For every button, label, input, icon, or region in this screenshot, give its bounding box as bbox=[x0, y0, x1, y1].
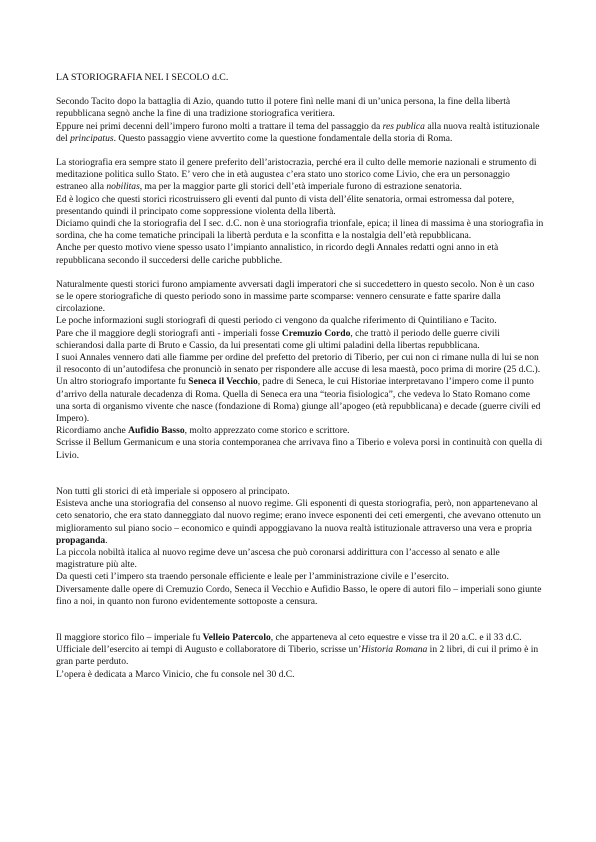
italic-term: nobilitas bbox=[106, 181, 140, 193]
paragraph: Anche per questo motivo viene spesso usato l’impianto annalistico, in ricordo degli Annales redatti ogni anno in età repubblicana secondo il succedersi delle cariche pubbliche. bbox=[56, 242, 499, 266]
paragraph: L’opera è dedicata a Marco Vinicio, che fu console nel 30 d.C. bbox=[56, 668, 295, 680]
paragraph: Scrisse il Bellum Germanicum e una storia contemporanea che arrivava fino a Tiberio e voleva porsi in continuità con quella di Livio. bbox=[56, 437, 543, 461]
paragraph: Diversamente dalle opere di Cremuzio Cordo, Seneca il Vecchio e Aufidio Basso, le opere di autori filo – imperiali sono giunte fino a noi, in quanto non furono evidentemente sottoposte a censura. bbox=[56, 583, 542, 607]
paragraph: Un altro storiografo importante fu Seneca il Vecchio, padre di Seneca, le cui Historiae interpretavano l’impero come il punto d’arrivo della naturale decadenza di Roma. Quella di Seneca era una “teoria fisiologica”, che vedeva lo Stato Romano come una sorta di organismo vivente che nasce (fondazione di Roma) giunge all’apogeo (età repubblicana) e decade (guerre civili ed Impero). bbox=[56, 376, 541, 425]
author-name: Velleio Patercolo bbox=[202, 631, 271, 643]
document-title: LA STORIOGRAFIA NEL I SECOLO d.C. bbox=[56, 72, 229, 83]
paragraph: La storiografia era sempre stato il genere preferito dell’aristocrazia, perché era il culto delle memorie nazionali e strumento di meditazione politica sullo Stato. E’ vero che in età augustea c’era stato uno storico come Livio, che era un personaggio estraneo alla nobilitas, ma per la maggior parte gli storici dell’età imperiale furono di estrazione senatoria. bbox=[56, 157, 537, 193]
italic-term: Historia Romana bbox=[361, 644, 428, 656]
author-name: Cremuzio Cordo bbox=[281, 327, 351, 339]
author-name: Seneca il Vecchio bbox=[188, 376, 258, 388]
paragraph: I suoi Annales vennero dati alle fiamme per ordine del prefetto del pretorio di Tiberio, per cui non ci rimane nulla di lui se non il resoconto di un’autodifesa che pronunciò in senato per rispondere alle accuse di lesa maestà, poco prima di morire (25 d.C.). bbox=[56, 352, 541, 376]
paragraph: Il maggiore storico filo – imperiale fu Velleio Patercolo, che apparteneva al ceto equestre e visse tra il 20 a.C. e il 33 d.C. Ufficiale dell’esercito ai tempi di Augusto e collaboratore di Tiberio, scrisse un’Historia Romana in 2 libri, di cui il primo è in gran parte perduto. bbox=[56, 631, 539, 668]
paragraph: Pare che il maggiore degli storiografi anti - imperiali fosse Cremuzio Cordo, che trattò il periodo delle guerre civili schierandosi dalla parte di Bruto e Cassio, da lui presentati come gli ultimi paladini della libertas repubblicana. bbox=[56, 327, 500, 351]
paragraph: Ed è logico che questi storici ricostruissero gli eventi dal punto di vista dell’élite senatoria, ormai estromessa dal potere, presentando quindi il principato come soppressione violenta della libertà. bbox=[56, 193, 515, 217]
document-page bbox=[56, 72, 544, 681]
paragraph: Eppure nei primi decenni dell’impero furono molti a trattare il tema del passaggio da res publica alla nuova realtà istituzionale del principatus. Questo passaggio viene avvertito come la questione fondamentale della storia di Roma. bbox=[56, 120, 540, 144]
paragraph: La piccola nobiltà italica al nuovo regime deve un’ascesa che può coronarsi addirittura con l’accesso al senato e alle magistrature più alte. bbox=[56, 546, 500, 571]
italic-term: res publica bbox=[382, 120, 425, 132]
key-term: propaganda bbox=[56, 534, 106, 546]
paragraph: Da questi ceti l’impero sta traendo personale efficiente e leale per l’amministrazione civile e l’esercito. bbox=[56, 571, 449, 583]
paragraph: Non tutti gli storici di età imperiale si opposero al principato. bbox=[56, 485, 290, 497]
paragraph: Diciamo quindi che la storiografia del I sec. d.C. non è una storiografia trionfale, epica; il linea di massima è una storiografia in sordina, che ha come tematiche principali la libertà perduta e la sconfitta e la nostalgia dell’età repubblicana. bbox=[56, 218, 544, 242]
paragraph: Naturalmente questi storici furono ampiamente avversati dagli imperatori che si succedettero in questo secolo. Non è un caso se le opere storiografiche di questo periodo sono in massime parte scomparse: vennero censurate e fatte sparire dalla circolazione. bbox=[56, 278, 535, 315]
author-name: Aufidio Basso bbox=[128, 425, 185, 437]
italic-term: principatus bbox=[70, 132, 114, 144]
paragraph: Le poche informazioni sugli storiografi di questi periodo ci vengono da qualche riferimento di Quintiliano e Tacito. bbox=[56, 315, 497, 327]
paragraph: Esisteva anche una storiografia del consenso al nuovo regime. Gli esponenti di questa storiografia, però, non appartenevano al ceto senatorio, che era stato danneggiato dal nuovo regime; erano invece esponenti dei ceti emergenti, che avevano ottenuto un miglioramento sul piano socio – economico e quindi appoggiavano la nuova realtà istituzionale attraverso una vera e propria propaganda. bbox=[56, 498, 541, 546]
paragraph: Ricordiamo anche Aufidio Basso, molto apprezzato come storico e scrittore. bbox=[56, 425, 350, 437]
paragraph: Secondo Tacito dopo la battaglia di Azio, quando tutto il potere finì nelle mani di un’unica persona, la fine della libertà repubblicana segnò anche la fine di una tradizione storiografica veritiera. bbox=[56, 96, 511, 120]
